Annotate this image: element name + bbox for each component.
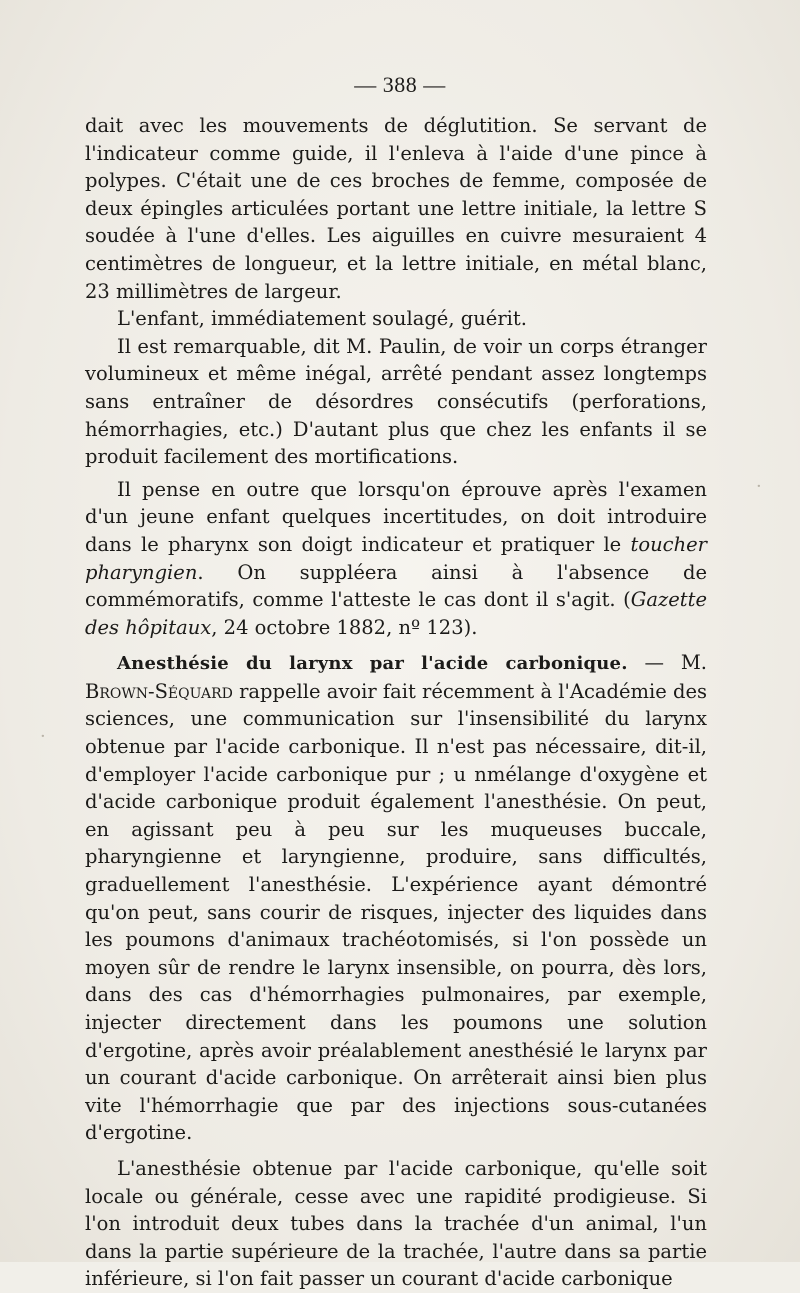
italic-term-toucher: toucher pharyngien bbox=[85, 532, 707, 584]
paragraph-outcome: L'enfant, immédiatement soulagé, guérit. bbox=[117, 307, 527, 331]
page-number: — 388 — bbox=[354, 72, 446, 97]
paragraph-continuation: dait avec les mouvements de déglutition. Se servant de l'indicateur comme guide, il l'enleva à l'aide d'une pince à polypes. C'était une de ces broches de femme, composée de deux épingles articulées portant une lettre initiale, la lettre S soudée à l'une d'elles. Les aiguilles en cuivre mesuraient 4 centimètres de longueur, et la lettre initiale, en métal blanc, 23 millimètres de largeur. bbox=[85, 114, 707, 303]
author-name: Brown-Séquard bbox=[85, 679, 233, 703]
body-text bbox=[85, 112, 707, 1293]
paragraph-recommendation bbox=[85, 476, 707, 642]
italic-journal-title: Gazette des hôpitaux bbox=[85, 588, 707, 639]
section-body: rappelle avoir fait récemment à l'Académie des sciences, une communication sur l'insensibilité du larynx obtenue par l'acide carbonique. Il n'est pas nécessaire, dit-il, d'employer l'acide carbonique pur ; u nmélange d'oxygène et d'acide carbonique produit également l'anesthésie. On peut, en agissant peu à peu sur les muqueuses buccale, pharyngienne et laryngienne, produire, sans difficultés, graduellement l'anesthésie. L'expérience ayant démontré qu'on peut, sans courir de risques, injecter des liquides dans les poumons d'animaux trachéotomisés, si l'on possède un moyen sûr de rendre le larynx insensible, on pourra, dès lors, dans des cas d'hémorrhagies pulmonaires, par exemple, injecter directement dans les poumons une solution d'ergotine, après avoir préalablement anesthésié le larynx par un courant d'acide carbonique. On arrêterait ainsi bien plus vite l'hémorrhagie que par des injections sous-cutanées d'ergotine. bbox=[85, 679, 708, 1145]
paragraph-remark: Il est remarquable, dit M. Paulin, de voir un corps étranger volumineux et même inégal, arrêté pendant assez longtemps sans entraîner de désordres consécutifs (perforations, hémorrhagies, etc.) D'autant plus que chez les enfants il se produit facilement des mortifications. bbox=[85, 334, 707, 469]
paragraph-anesthesia-duration: L'anesthésie obtenue par l'acide carbonique, qu'elle soit locale ou générale, cesse avec une rapidité prodigieuse. Si l'on introduit deux tubes dans la trachée d'un animal, l'un dans la partie supérieure de la trachée, l'autre dans sa partie inférieure, si l'on fait passer un courant d'acide carbonique bbox=[85, 1156, 707, 1291]
margin-mark-right: · bbox=[756, 476, 762, 497]
section-heading: Anesthésie du larynx par l'acide carbonique. bbox=[117, 653, 628, 675]
heading-dash: — M. bbox=[627, 651, 707, 675]
section-anesthesie-larynx bbox=[85, 649, 707, 1147]
recommendation-text-middle: . On suppléera ainsi à l'absence de commémoratifs, comme l'atteste le cas dont il s'agit. ( bbox=[85, 560, 707, 612]
margin-mark: · bbox=[40, 726, 46, 747]
recommendation-text-start: Il pense en outre que lorsqu'on éprouve après l'examen d'un jeune enfant quelques incertitudes, on doit introduire dans le pharynx son doigt indicateur et pratiquer le bbox=[85, 477, 707, 556]
recommendation-text-end: , 24 octobre 1882, nº 123). bbox=[211, 615, 478, 639]
